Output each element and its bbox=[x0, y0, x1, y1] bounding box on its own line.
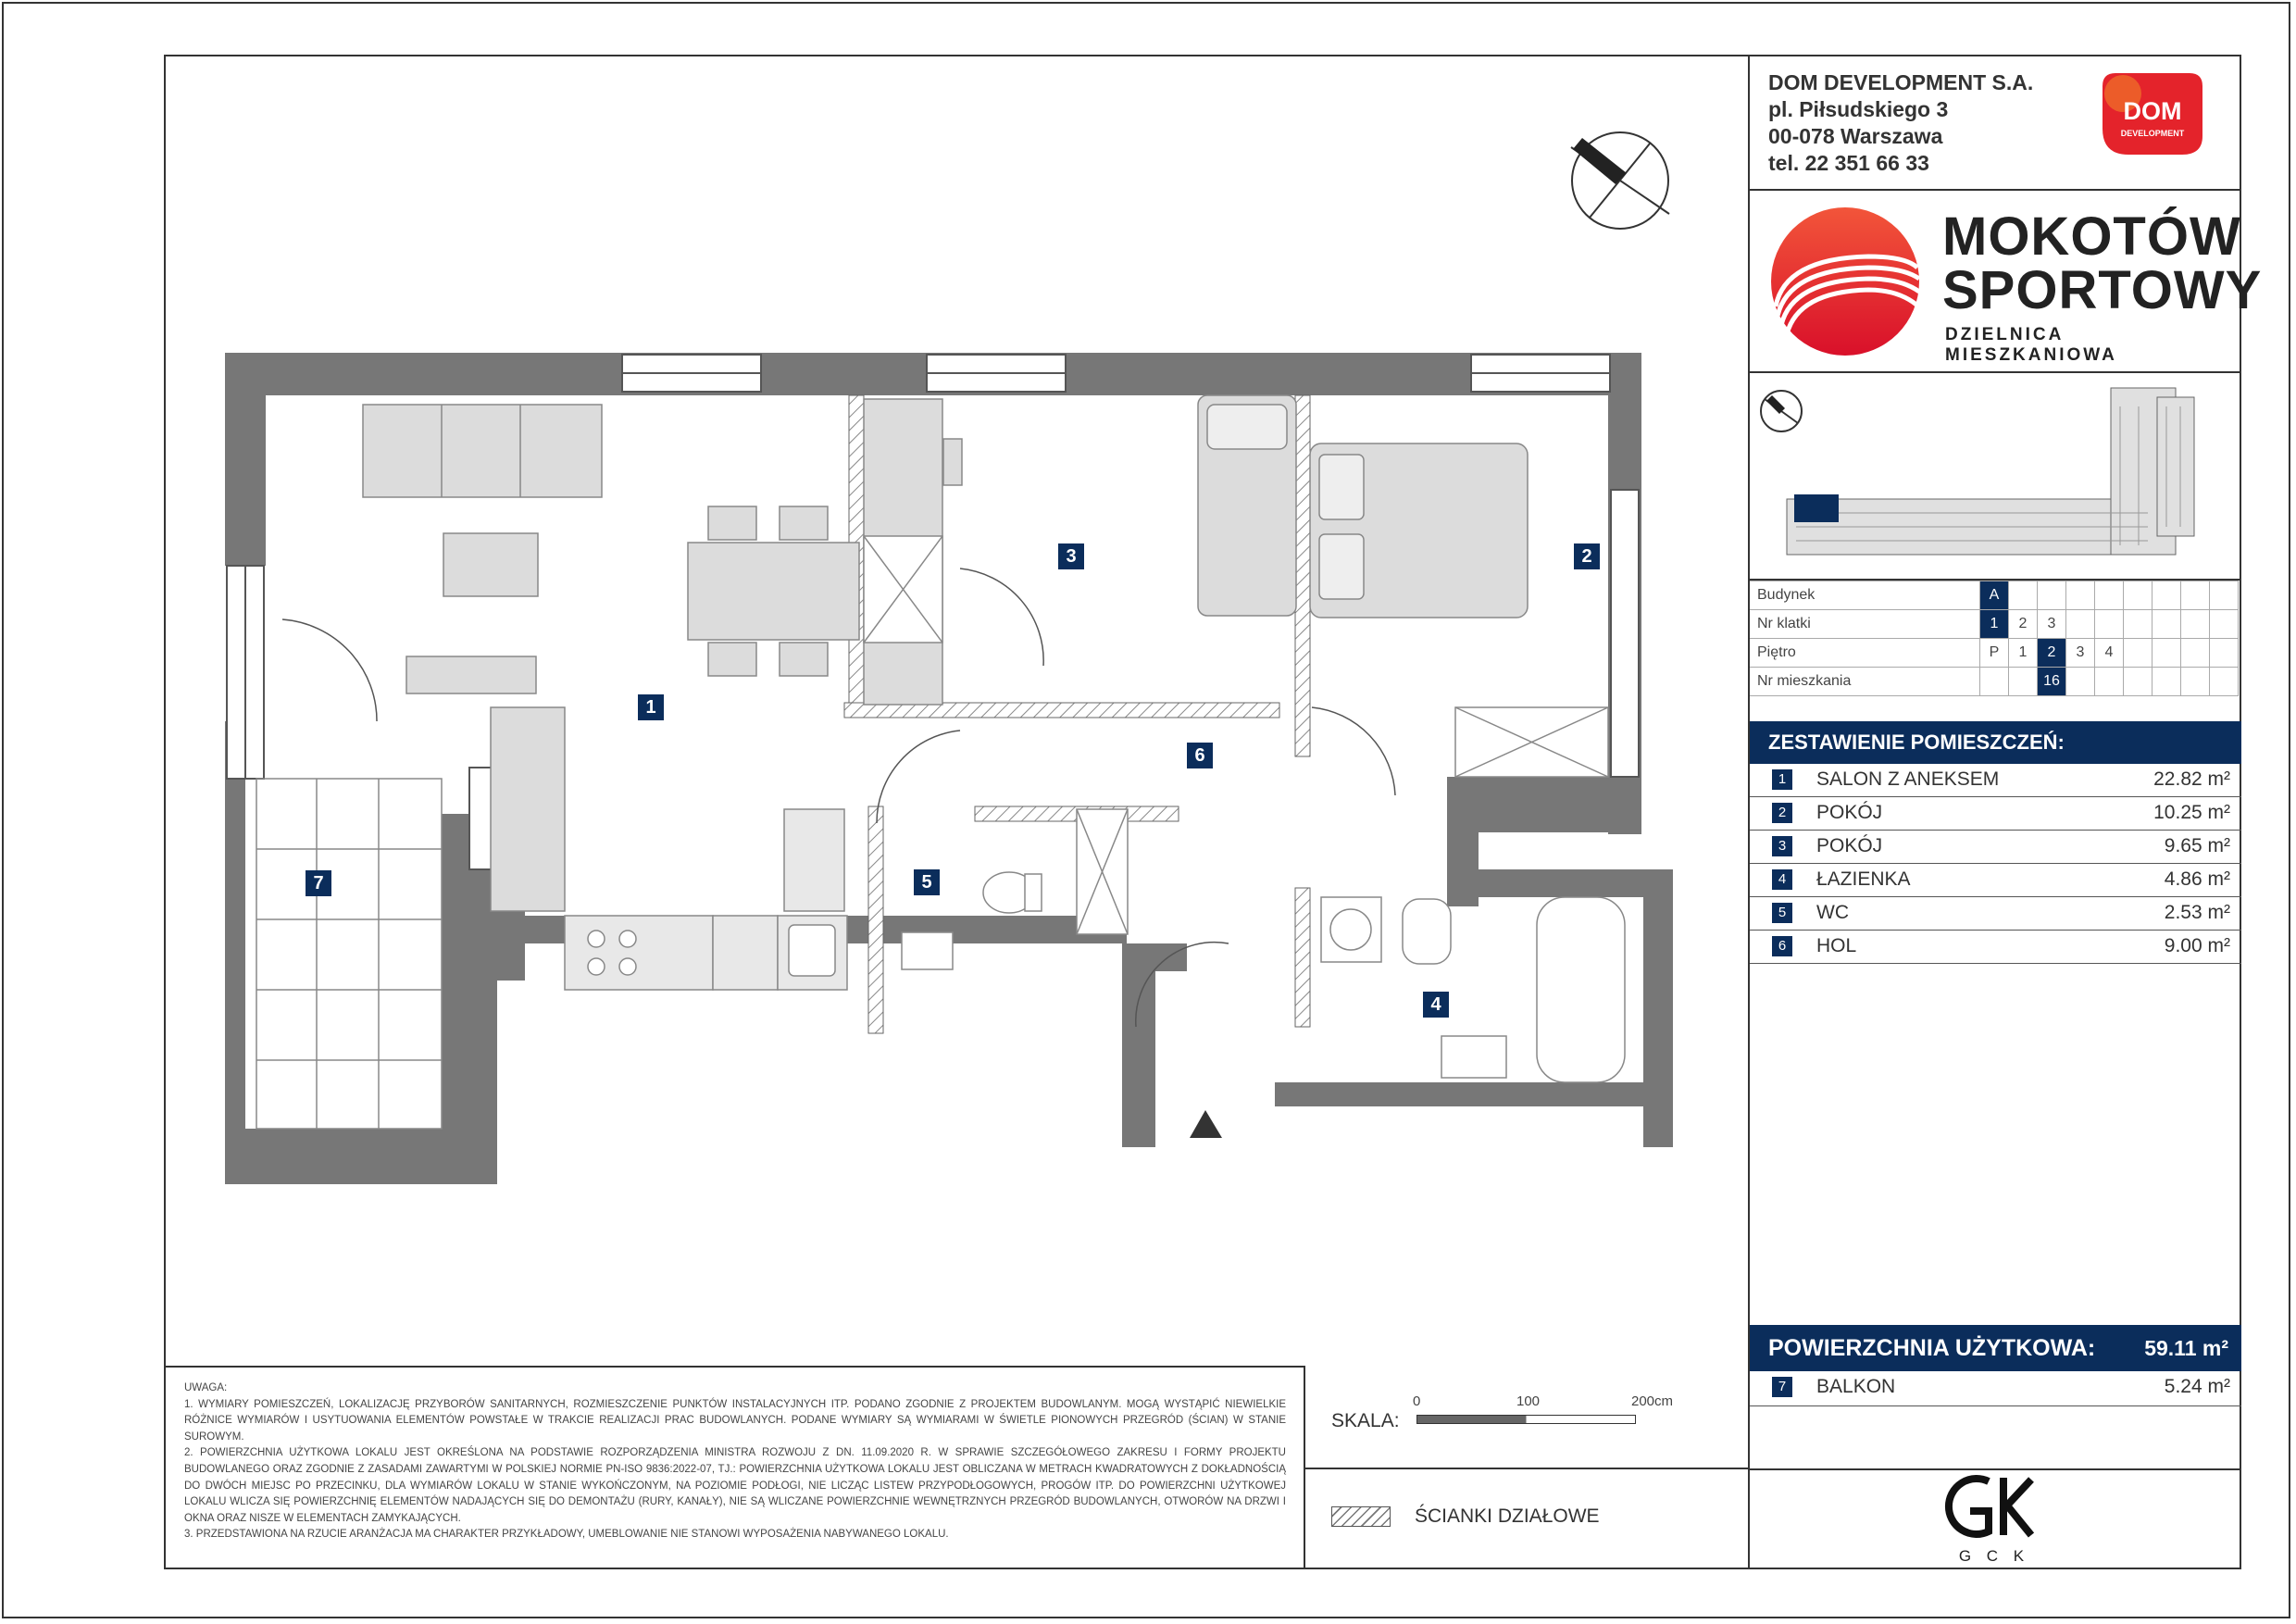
param-row-apartment bbox=[1750, 668, 2239, 696]
param-cell bbox=[2152, 581, 2181, 610]
room-row bbox=[1750, 831, 2241, 864]
param-cell bbox=[2210, 610, 2239, 639]
note-item: 1. WYMIARY POMIESZCZEŃ, LOKALIZACJĘ PRZYBORÓW SANITARNYCH, ROZMIESZCZENIE PUNKTÓW INSTALACYJNYCH ITP. PODANO ZGODNIE Z PROJEKTEM BUDOWLANYM. MOGĄ WYSTĄPIĆ NIEWIELKIE RÓŻNICE WYMIARÓW I USYTUOWANIA ELEMENTÓW POWSTAŁE W TRAKCIE REALIZACJI PRAC BUDOWLANYCH. PODANE WYMIARY SĄ WYMIARAMI W ŚWIETLE PIONOWYCH PRZEGRÓD (ŚCIAN) W STANIE SUROWYM. bbox=[184, 1398, 1286, 1443]
gck-logo bbox=[1935, 1474, 2055, 1567]
partition-hatch-swatch bbox=[1331, 1506, 1391, 1527]
param-cell bbox=[2181, 610, 2210, 639]
floor-plan-drawing bbox=[164, 55, 1749, 1366]
param-cell bbox=[2124, 581, 2152, 610]
entrance-arrow-icon bbox=[1190, 1110, 1222, 1138]
floor-plan bbox=[164, 55, 1749, 1366]
room-tag-5: 5 bbox=[914, 869, 940, 895]
room-row bbox=[1750, 864, 2241, 897]
divider bbox=[1305, 1468, 1748, 1469]
param-cell bbox=[2095, 581, 2124, 610]
brand-title-line1: MOKOTÓW bbox=[1942, 206, 2241, 267]
usable-area-label: POWIERZCHNIA UŻYTKOWA: bbox=[1768, 1335, 2096, 1361]
balcony-row bbox=[1750, 1371, 2241, 1406]
divider bbox=[1750, 189, 2241, 191]
room-tag-4: 4 bbox=[1423, 992, 1449, 1018]
room-number: 3 bbox=[1772, 836, 1792, 856]
room-number: 7 bbox=[1772, 1377, 1792, 1397]
param-label: Nr mieszkania bbox=[1750, 668, 1980, 696]
room-name: BALKON bbox=[1816, 1376, 1896, 1397]
room-area: 5.24 m² bbox=[2164, 1376, 2230, 1397]
company-street: pl. Piłsudskiego 3 bbox=[1768, 97, 1949, 121]
room-row bbox=[1750, 897, 2241, 931]
svg-text:DEVELOPMENT: DEVELOPMENT bbox=[2120, 129, 2185, 138]
scale-tick: 200cm bbox=[1631, 1393, 1674, 1409]
param-cell bbox=[2181, 581, 2210, 610]
scale-tick: 100 bbox=[1516, 1393, 1541, 1409]
param-cell bbox=[2066, 610, 2095, 639]
company-phone: tel. 22 351 66 33 bbox=[1768, 151, 1929, 175]
room-tag-2: 2 bbox=[1574, 543, 1600, 569]
apartment-parameters-table bbox=[1750, 581, 2239, 696]
room-tag-6: 6 bbox=[1187, 743, 1213, 768]
param-cell bbox=[2181, 668, 2210, 696]
note-item: 3. PRZEDSTAWIONA NA RZUCIE ARANŻACJA MA CHARAKTER PRZYKŁADOWY, UMEBLOWANIE NIE STANOWI WYPOSAŻENIA NABYWANEGO LOKALU. bbox=[184, 1529, 949, 1541]
room-row bbox=[1750, 931, 2241, 964]
svg-text:G C K: G C K bbox=[1958, 1547, 2030, 1565]
param-cell bbox=[2009, 581, 2038, 610]
param-cell bbox=[2066, 581, 2095, 610]
brand-subtitle: DZIELNICA MIESZKANIOWA bbox=[1945, 325, 2117, 365]
company-city: 00-078 Warszawa bbox=[1768, 124, 1943, 148]
divider bbox=[1750, 1468, 2241, 1470]
param-cell bbox=[2124, 639, 2152, 668]
param-cell: 1 bbox=[1980, 610, 2009, 639]
scale-bar bbox=[1416, 1415, 1636, 1424]
room-number: 6 bbox=[1772, 936, 1792, 956]
info-panel bbox=[1748, 55, 2263, 1569]
room-area: 9.00 m² bbox=[2164, 935, 2230, 956]
note-item: 2. POWIERZCHNIA UŻYTKOWA LOKALU JEST OKREŚLONA NA PODSTAWIE ROZPORZĄDZENIA MINISTRA ROZWOJU Z DN. 11.09.2020 R. W SPRAWIE SZCZEGÓŁOWEGO ZAKRESU I FORMY PROJEKTU BUDOWLANEGO ORAZ ZGODNIE Z ZASADAMI ZAWARTYMI W POLSKIEJ NORMIE PN-ISO 9836:2022-07, TJ.: POWIERZCHNIA UŻYTKOWA LOKALU JEST OBLICZANA W METRACH KWADRATOWYCH Z DOKŁADNOŚCIĄ DO DWÓCH MIEJSC PO PRZECINKU, DLA WYMIARÓW LOKALU W STANIE WYKOŃCZONYM, NA POZIOMIE PODŁOGI, NIE LICZĄC LISTEW PRZYPODŁOGOWYCH, PROGÓW ITP. DO POWIERZCHNI UŻYTKOWEJ LOKALU WLICZA SIĘ POWIERZCHNIĘ ELEMENTÓW NADAJĄCYCH SIĘ DO DEMONTAŻU (RURY, KANAŁY), NIE SĄ WLICZANE POWIERZCHNIE WEWNĘTRZNYCH PRZEGRÓD BUDOWLANYCH, OTWORÓW NA DRZWI I OKNA ORAZ NISZE W ELEMENTACH ZAMYKAJĄCYCH. bbox=[184, 1447, 1286, 1524]
balcony-floor bbox=[256, 779, 442, 1129]
room-number: 1 bbox=[1772, 769, 1792, 790]
param-cell: 3 bbox=[2066, 639, 2095, 668]
legend-section bbox=[1305, 1366, 1748, 1569]
param-cell bbox=[2009, 668, 2038, 696]
param-cell bbox=[2152, 639, 2181, 668]
param-label: Piętro bbox=[1750, 639, 1980, 668]
room-name: POKÓJ bbox=[1816, 802, 1883, 823]
north-arrow-icon bbox=[1571, 132, 1669, 229]
param-cell: 2 bbox=[2009, 610, 2038, 639]
divider bbox=[1750, 371, 2241, 373]
param-cell bbox=[2038, 581, 2066, 610]
room-number: 5 bbox=[1772, 903, 1792, 923]
room-area: 4.86 m² bbox=[2164, 868, 2230, 890]
usable-area-value: 59.11 m² bbox=[2144, 1336, 2228, 1360]
param-cell bbox=[2152, 668, 2181, 696]
rooms-summary-header: ZESTAWIENIE POMIESZCZEŃ: bbox=[1750, 721, 2241, 764]
param-label: Budynek bbox=[1750, 581, 1980, 610]
param-label: Nr klatki bbox=[1750, 610, 1980, 639]
room-row bbox=[1750, 797, 2241, 831]
param-cell bbox=[2210, 639, 2239, 668]
param-cell: 16 bbox=[2038, 668, 2066, 696]
param-cell bbox=[2181, 639, 2210, 668]
param-cell: A bbox=[1980, 581, 2009, 610]
param-cell: 2 bbox=[2038, 639, 2066, 668]
key-plan bbox=[1759, 379, 2231, 564]
room-number: 4 bbox=[1772, 869, 1792, 890]
room-name: SALON Z ANEKSEM bbox=[1816, 768, 2000, 790]
scale-label: SKALA: bbox=[1331, 1410, 1400, 1431]
param-cell: 4 bbox=[2095, 639, 2124, 668]
param-row-floor bbox=[1750, 639, 2239, 668]
param-cell bbox=[2095, 610, 2124, 639]
param-cell: 1 bbox=[2009, 639, 2038, 668]
svg-text:DOM: DOM bbox=[2123, 97, 2182, 125]
usable-area-bar bbox=[1750, 1325, 2241, 1371]
param-row-staircase bbox=[1750, 610, 2239, 639]
notes-title: UWAGA: bbox=[184, 1382, 228, 1393]
param-cell bbox=[2210, 668, 2239, 696]
room-number: 2 bbox=[1772, 803, 1792, 823]
room-tag-1: 1 bbox=[638, 694, 664, 720]
room-tag-7: 7 bbox=[306, 870, 331, 896]
param-cell bbox=[2124, 610, 2152, 639]
room-name: ŁAZIENKA bbox=[1816, 868, 1911, 890]
company-name: DOM DEVELOPMENT S.A. bbox=[1768, 70, 2034, 94]
room-tag-3: 3 bbox=[1058, 543, 1084, 569]
param-cell bbox=[2152, 610, 2181, 639]
room-row bbox=[1750, 764, 2241, 797]
param-cell: 3 bbox=[2038, 610, 2066, 639]
room-area: 10.25 m² bbox=[2153, 802, 2230, 823]
room-name: WC bbox=[1816, 902, 1849, 923]
furniture bbox=[363, 395, 1625, 1082]
notes-text bbox=[184, 1380, 1286, 1543]
param-cell bbox=[2124, 668, 2152, 696]
room-name: POKÓJ bbox=[1816, 835, 1883, 856]
param-cell bbox=[2066, 668, 2095, 696]
param-cell bbox=[2095, 668, 2124, 696]
param-row-building bbox=[1750, 581, 2239, 610]
mokotow-sportowy-logo bbox=[1766, 203, 1924, 360]
room-area: 9.65 m² bbox=[2164, 835, 2230, 856]
legend-label: ŚCIANKI DZIAŁOWE bbox=[1415, 1505, 1600, 1527]
param-cell: P bbox=[1980, 639, 2009, 668]
notes-section bbox=[164, 1366, 1305, 1569]
dom-development-logo bbox=[2097, 66, 2208, 166]
room-area: 22.82 m² bbox=[2153, 768, 2230, 790]
param-cell bbox=[1980, 668, 2009, 696]
param-cell bbox=[2210, 581, 2239, 610]
brand-title-line2: SPORTOWY bbox=[1942, 260, 2263, 320]
room-name: HOL bbox=[1816, 935, 1857, 956]
scale-tick: 0 bbox=[1413, 1393, 1421, 1409]
room-area: 2.53 m² bbox=[2164, 902, 2230, 923]
company-address bbox=[1768, 69, 2033, 177]
